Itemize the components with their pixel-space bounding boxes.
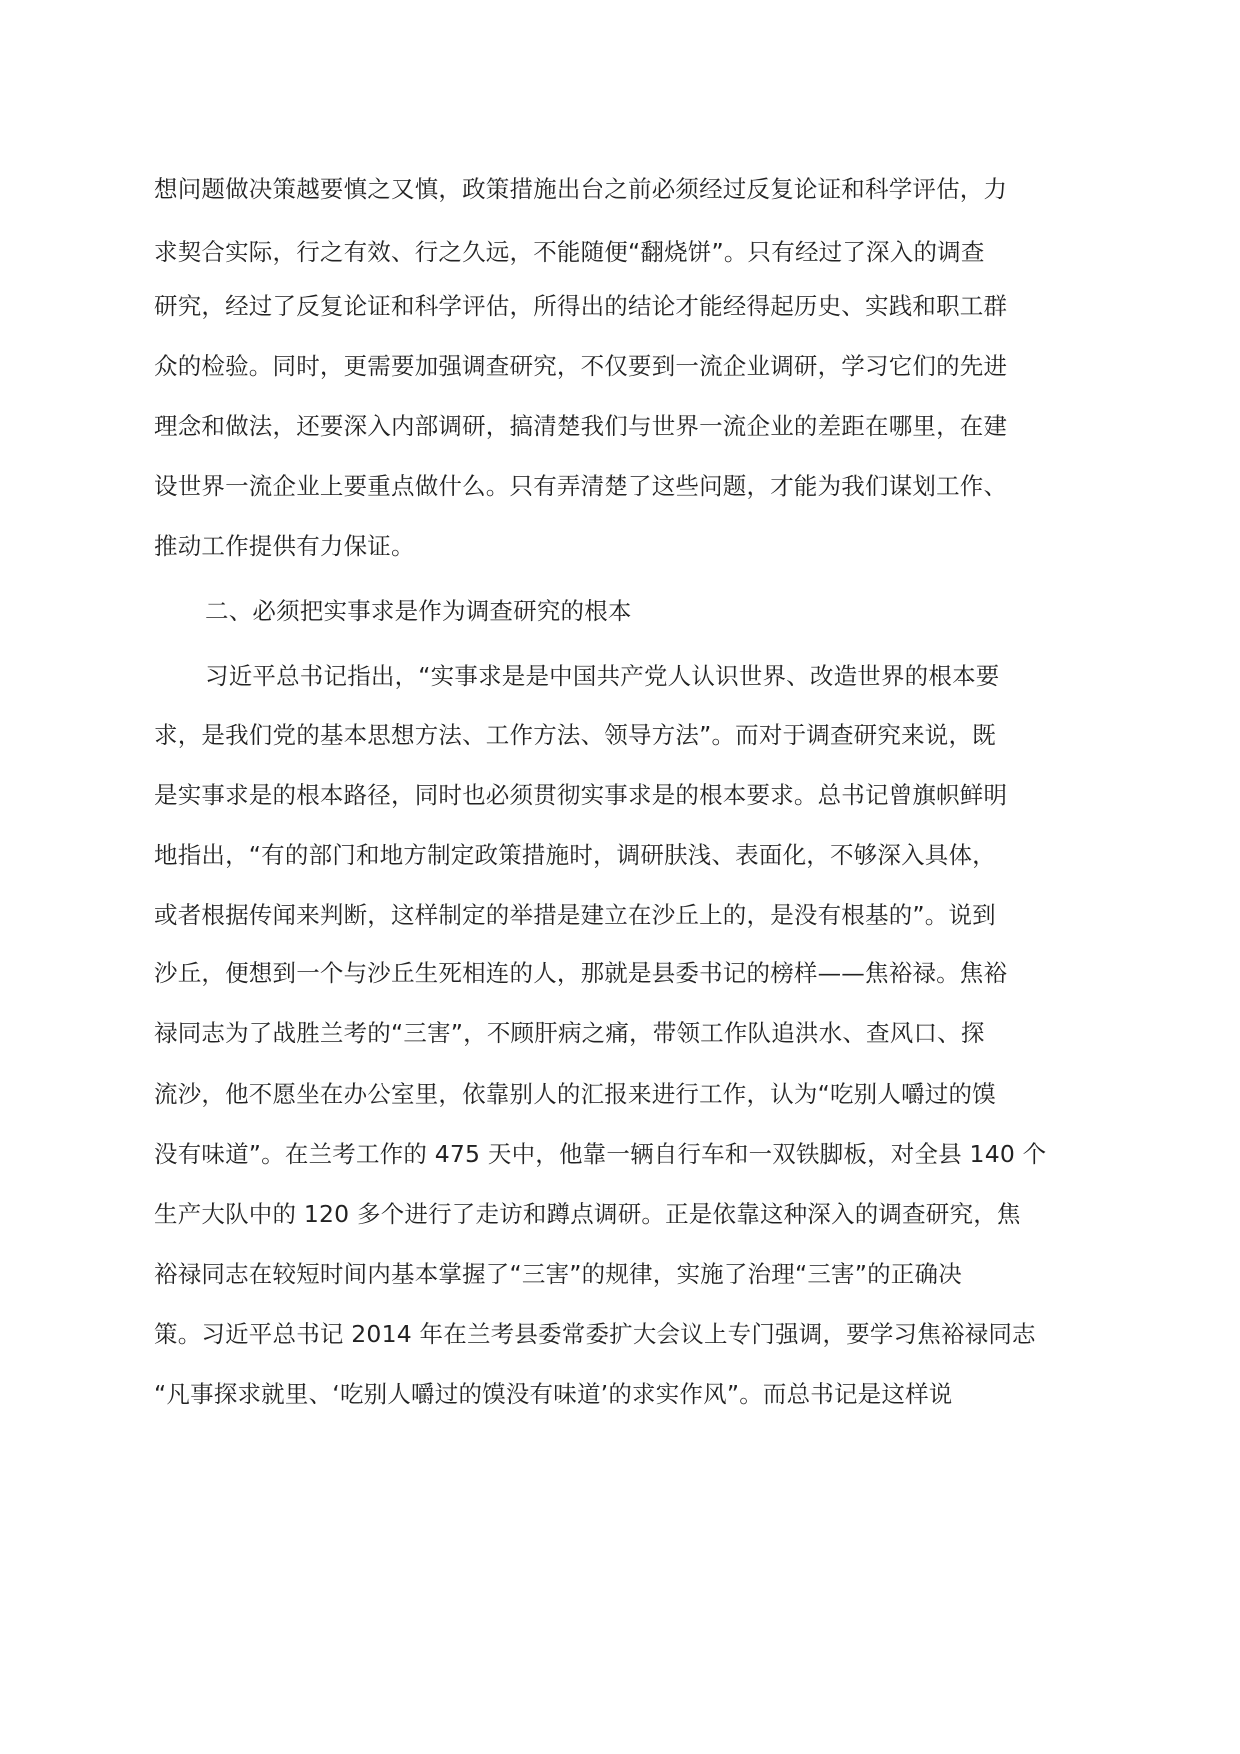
paragraph-line: 生产大队中的 120 多个进行了走访和蹲点调研。正是依靠这种深入的调查研究，焦: [154, 1200, 1021, 1228]
paragraph-line: “凡事探求就里、‘吃别人嚼过的馍没有味道’的求实作风”。而总书记是这样说: [154, 1380, 953, 1408]
paragraph-line: 禄同志为了战胜兰考的“三害”，不顾肝病之痛，带领工作队追洪水、查风口、探: [154, 1019, 985, 1047]
paragraph-line: 策。习近平总书记 2014 年在兰考县委常委扩大会议上专门强调，要学习焦裕禄同志: [154, 1320, 1036, 1348]
paragraph-line: 设世界一流企业上要重点做什么。只有弄清楚了这些问题，才能为我们谋划工作、: [154, 472, 1008, 500]
paragraph-line: 或者根据传闻来判断，这样制定的举措是建立在沙丘上的，是没有根基的”。说到: [154, 901, 996, 929]
paragraph-line: 沙丘，便想到一个与沙丘生死相连的人，那就是县委书记的榜样——焦裕禄。焦裕: [154, 959, 1008, 987]
paragraph-line: 理念和做法，还要深入内部调研，搞清楚我们与世界一流企业的差距在哪里，在建: [154, 412, 1008, 440]
paragraph-line: 众的检验。同时，更需要加强调查研究，不仅要到一流企业调研，学习它们的先进: [154, 352, 1008, 380]
paragraph-line: 流沙，他不愿坐在办公室里，依靠别人的汇报来进行工作，认为“吃别人嚼过的馍: [154, 1080, 996, 1108]
paragraph-line: 研究，经过了反复论证和科学评估，所得出的结论才能经得起历史、实践和职工群: [154, 292, 1008, 320]
paragraph-line: 求，是我们党的基本思想方法、工作方法、领导方法”。而对于调查研究来说，既: [154, 721, 996, 749]
paragraph-line: 想问题做决策越要慎之又慎，政策措施出台之前必须经过反复论证和科学评估，力: [154, 175, 1008, 203]
paragraph-line: 是实事求是的根本路径，同时也必须贯彻实事求是的根本要求。总书记曾旗帜鲜明: [154, 781, 1008, 809]
paragraph-line: 求契合实际，行之有效、行之久远，不能随便“翻烧饼”。只有经过了深入的调查: [154, 238, 985, 266]
paragraph-line: 没有味道”。在兰考工作的 475 天中，他靠一辆自行车和一双铁脚板，对全县 140 个: [154, 1140, 1047, 1168]
paragraph-line: 裕禄同志在较短时间内基本掌握了“三害”的规律，实施了治理“三害”的正确决: [154, 1260, 962, 1288]
paragraph-line: 地指出，“有的部门和地方制定政策措施时，调研肤浅、表面化，不够深入具体，: [154, 841, 996, 869]
paragraph-line: 习近平总书记指出，“实事求是是中国共产党人认识世界、改造世界的根本要: [205, 662, 1000, 690]
paragraph-line: 推动工作提供有力保证。: [154, 532, 415, 560]
section-heading: 二、必须把实事求是作为调查研究的根本: [205, 597, 632, 625]
